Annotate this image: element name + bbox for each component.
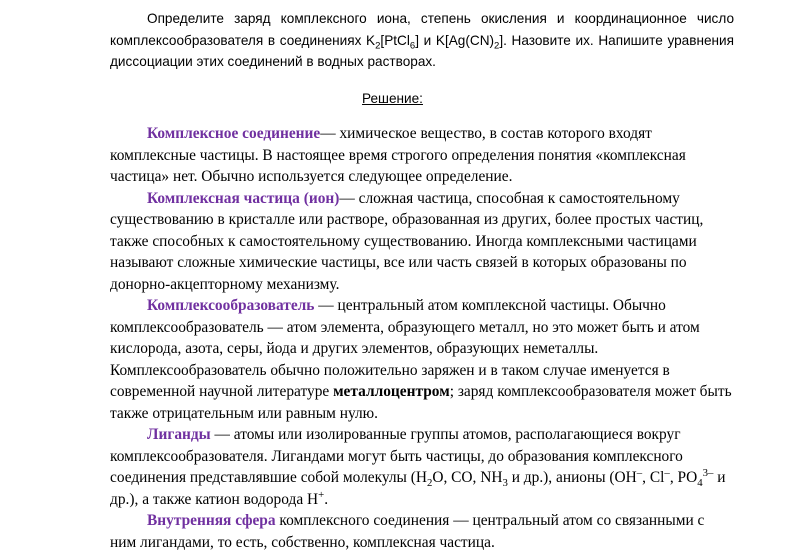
subscript: 4 (697, 477, 703, 490)
superscript: + (318, 488, 325, 501)
paragraph-text: — центральный атом комплексной частицы. Обычно комплексообразователь — атом элемента, образующего металл, но это может быть и атом кислорода, азота, серы, йода и других элементов, образующих неметаллы. Комплексообразователь обычно положительно заряжен и в таком случае именуется в современной научной литературе (110, 297, 700, 400)
paragraph-text: и др.), анионы (OH (507, 469, 637, 486)
bold-term: металлоцентром (333, 383, 450, 400)
solution-heading: Решение: (362, 91, 423, 106)
paragraph-inner-sphere (110, 510, 732, 553)
paragraph-text: . (324, 490, 329, 508)
subscript: 6 (409, 40, 416, 52)
superscript: – (636, 466, 643, 479)
task-text: ] и K[Ag(CN) (415, 32, 495, 48)
paragraph-complex-particle (110, 188, 732, 296)
paragraph-text: , PO (669, 469, 698, 486)
paragraph-text: — атомы или изолированные группы атомов, располагающиеся вокруг комплексообразователя. Лигандами могут быть частицы, до образования комплексного соединения представлявшие собой молекулы (H (110, 426, 683, 486)
task-text: [PtCl (380, 32, 410, 48)
paragraph-ligands (110, 424, 732, 510)
paragraph-complex-compound (110, 123, 732, 188)
term: Комплексообразователь (147, 297, 315, 314)
paragraph-text: , Cl (642, 469, 665, 486)
subscript: 2 (494, 40, 500, 52)
paragraph-text: — сложная частица, способная к самостоятельному существованию в кристалле или растворе, образованная из других, более простых частиц, также способных к самостоятельному существованию. Иногда комплексными частицами называют сложные химические частицы, все или часть связей в которых образованы по донорно-акцепторному механизму. (110, 189, 704, 293)
task-paragraph (110, 8, 734, 73)
term: Лиганды (147, 426, 211, 443)
superscript: 3– (702, 466, 714, 479)
solution-body (110, 123, 732, 553)
paragraph-text: и др.), а также катион водорода H (110, 469, 726, 508)
task-text: Определите заряд комплексного иона, степень окисления и координационное число комплексообразователя в соединениях K (110, 11, 734, 48)
paragraph-complexing-agent (110, 295, 732, 424)
superscript: – (664, 466, 670, 479)
paragraph-text: ; заряд комплексообразователя может быть также отрицательным или равным нулю. (110, 383, 732, 422)
task-statement (110, 8, 734, 73)
term: Внутренняя сфера (147, 512, 276, 529)
subscript: 2 (426, 477, 433, 490)
paragraph-text: O, CO, NH (432, 469, 503, 486)
subscript: 3 (502, 477, 508, 490)
paragraph-text: — химическое вещество, в состав которого входят комплексные частицы. В настоящее время строгого определения понятия «комплексная частица» нет. Обычно используется следующее определение. (110, 125, 686, 185)
task-text: ]. Назовите их. Напишите уравнения диссоциации этих соединений в водных растворах. (110, 32, 734, 69)
paragraph-text: комплексного соединения — центральный атом со связанными с ним лигандами, то есть, собственно, комплексная частица. (110, 512, 705, 551)
term: Комплексная частица (ион) (147, 189, 340, 207)
subscript: 2 (375, 40, 381, 52)
term: Комплексное соединение (147, 125, 321, 142)
